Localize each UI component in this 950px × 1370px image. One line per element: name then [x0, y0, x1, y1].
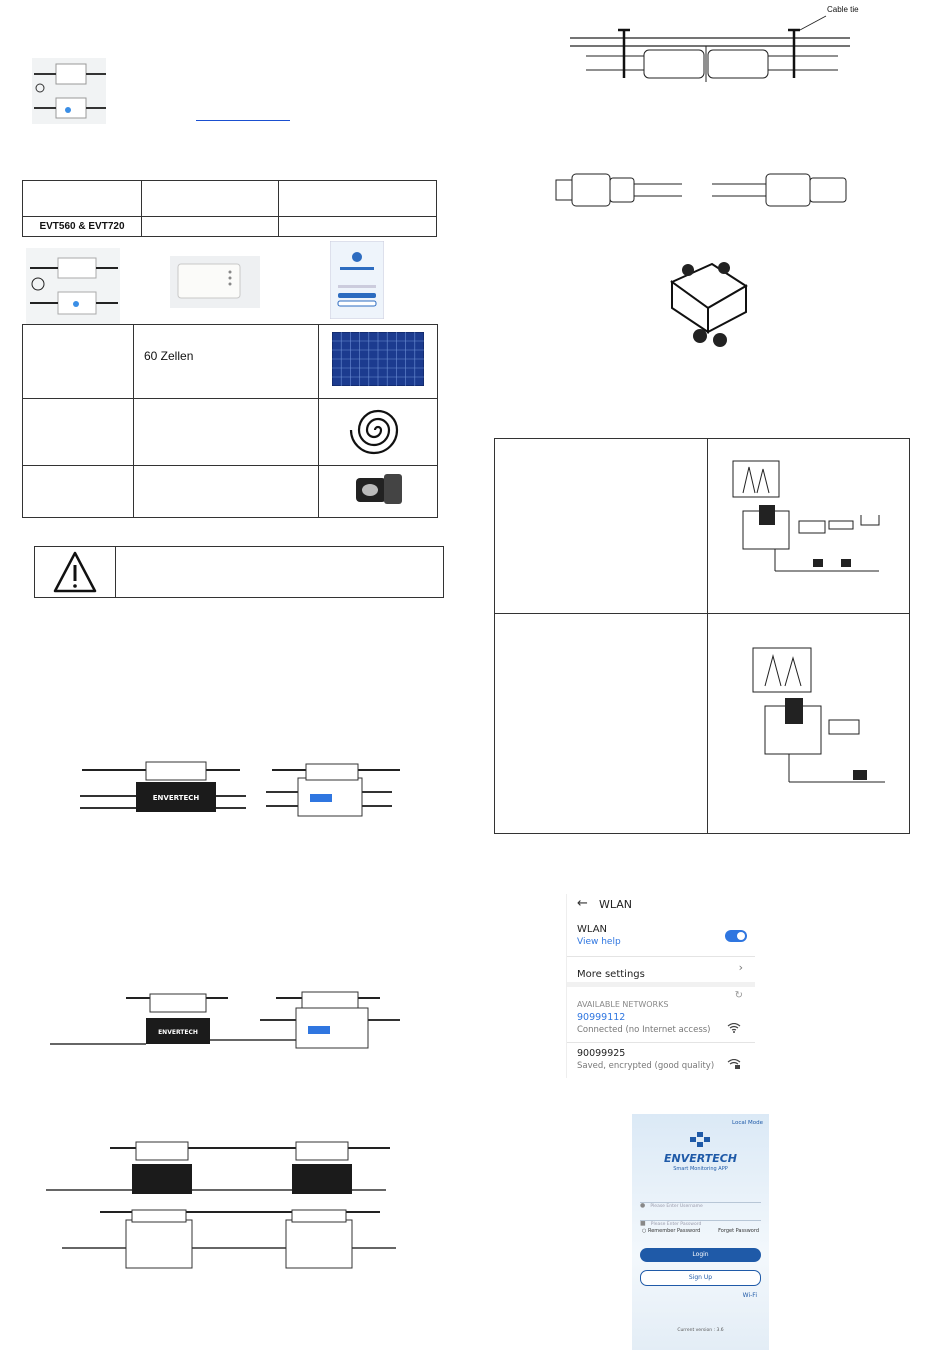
- model-header-3: [279, 181, 437, 217]
- component-desc: [134, 399, 319, 466]
- grid-option-text-2: [495, 614, 708, 834]
- model-name-cell: EVT560 & EVT720: [23, 217, 142, 237]
- available-networks-header: [577, 990, 745, 1009]
- network-name: 90099925: [577, 1048, 626, 1059]
- end-cap-cell: [319, 466, 438, 518]
- warning-triangle-icon: [35, 547, 115, 597]
- wifi-link[interactable]: Wi-Fi: [742, 1292, 757, 1299]
- username-field[interactable]: [640, 1192, 761, 1209]
- login-button[interactable]: Login: [640, 1248, 761, 1262]
- svg-text:ENVERTECH: ENVERTECH: [152, 794, 200, 802]
- password-placeholder: Please Enter Password: [650, 1222, 702, 1227]
- view-help-link[interactable]: View help: [577, 937, 621, 947]
- grid-connection-table: [494, 438, 910, 834]
- connector-cable-diagram: [552, 170, 852, 210]
- cable-coil-icon: [338, 400, 418, 460]
- password-field[interactable]: [640, 1210, 761, 1227]
- component-row: [23, 466, 438, 518]
- svg-text:ENVERTECH: ENVERTECH: [158, 1029, 198, 1036]
- product-image-top: [28, 58, 110, 126]
- lock-icon: ■: [640, 1220, 646, 1227]
- install-diagram-chain: [50, 990, 420, 1052]
- install-diagram-multi: [40, 1140, 410, 1274]
- product-link[interactable]: [196, 110, 290, 121]
- component-table: [22, 324, 438, 518]
- component-row: [23, 325, 438, 399]
- model-cell-3: [279, 217, 437, 237]
- brand-name: ENVERTECH: [663, 1152, 738, 1165]
- forgot-password-link[interactable]: Forget Password: [718, 1228, 759, 1234]
- grid-wiring-diagram-1: [729, 459, 889, 589]
- user-icon: ●: [640, 1202, 646, 1209]
- network-status: Saved, encrypted (good quality): [577, 1061, 715, 1071]
- app-screenshot-image: [330, 241, 384, 319]
- remember-password-checkbox[interactable]: ○ Remember Password: [642, 1228, 701, 1234]
- gateway-image: [170, 256, 260, 308]
- model-header-1: [23, 181, 142, 217]
- remember-label: Remember Password: [647, 1228, 701, 1234]
- chevron-right-icon: ›: [738, 961, 743, 974]
- brand-tagline: Smart Monitoring APP: [673, 1166, 728, 1172]
- grid-wiring-diagram-2: [729, 646, 889, 796]
- install-diagram-single: [60, 760, 420, 820]
- grid-option-text-1: [495, 439, 708, 614]
- component-desc: 60 Zellen: [134, 325, 319, 399]
- wlan-title: WLAN: [599, 898, 633, 911]
- wlan-toggle[interactable]: [725, 930, 747, 942]
- end-cap-icon: [346, 466, 410, 512]
- wifi-signal-icon: [727, 1018, 741, 1037]
- inverter-image: [26, 248, 120, 324]
- signup-button[interactable]: Sign Up: [640, 1270, 761, 1286]
- warning-box: [34, 546, 444, 598]
- component-row: [23, 399, 438, 466]
- cable-tie-diagram: [568, 6, 858, 92]
- network-name: 90999112: [577, 1012, 626, 1023]
- component-desc: [134, 466, 319, 518]
- wlan-header: [577, 896, 745, 914]
- loading-spinner-icon: ↻: [734, 990, 743, 1001]
- more-settings-row[interactable]: [577, 962, 745, 978]
- grid-diagram-cell-1: [708, 439, 910, 614]
- version-text: Current version : 3.6: [677, 1328, 724, 1333]
- local-mode-link[interactable]: Local Mode: [732, 1120, 763, 1126]
- warning-icon-cell: [35, 547, 116, 597]
- junction-box-image: [658, 256, 756, 348]
- model-header-2: [142, 181, 279, 217]
- username-placeholder: Please Enter Username: [650, 1204, 703, 1209]
- model-table: [22, 180, 437, 237]
- cable-coil-cell: [319, 399, 438, 466]
- network-item-connected[interactable]: [577, 1012, 745, 1038]
- solar-panel-icon: [332, 332, 424, 386]
- grid-diagram-cell-2: [708, 614, 910, 834]
- brand-logo-icon: [690, 1132, 710, 1152]
- network-status: Connected (no Internet access): [577, 1025, 711, 1035]
- model-cell-2: [142, 217, 279, 237]
- network-item-saved[interactable]: [577, 1048, 745, 1074]
- login-screen: [632, 1114, 769, 1350]
- more-settings-label: More settings: [577, 969, 645, 980]
- available-networks-label: AVAILABLE NETWORKS: [577, 1000, 669, 1009]
- component-label: [23, 325, 134, 399]
- component-label: [23, 399, 134, 466]
- back-arrow-icon[interactable]: ←: [577, 896, 588, 911]
- wlan-label: WLAN: [577, 924, 608, 935]
- solar-panel-cell: [319, 325, 438, 399]
- wlan-toggle-row[interactable]: [577, 924, 745, 950]
- wlan-screen: [566, 894, 755, 1078]
- component-label: [23, 466, 134, 518]
- wifi-lock-icon: [727, 1054, 741, 1073]
- cable-tie-label: Cable tie: [827, 5, 859, 14]
